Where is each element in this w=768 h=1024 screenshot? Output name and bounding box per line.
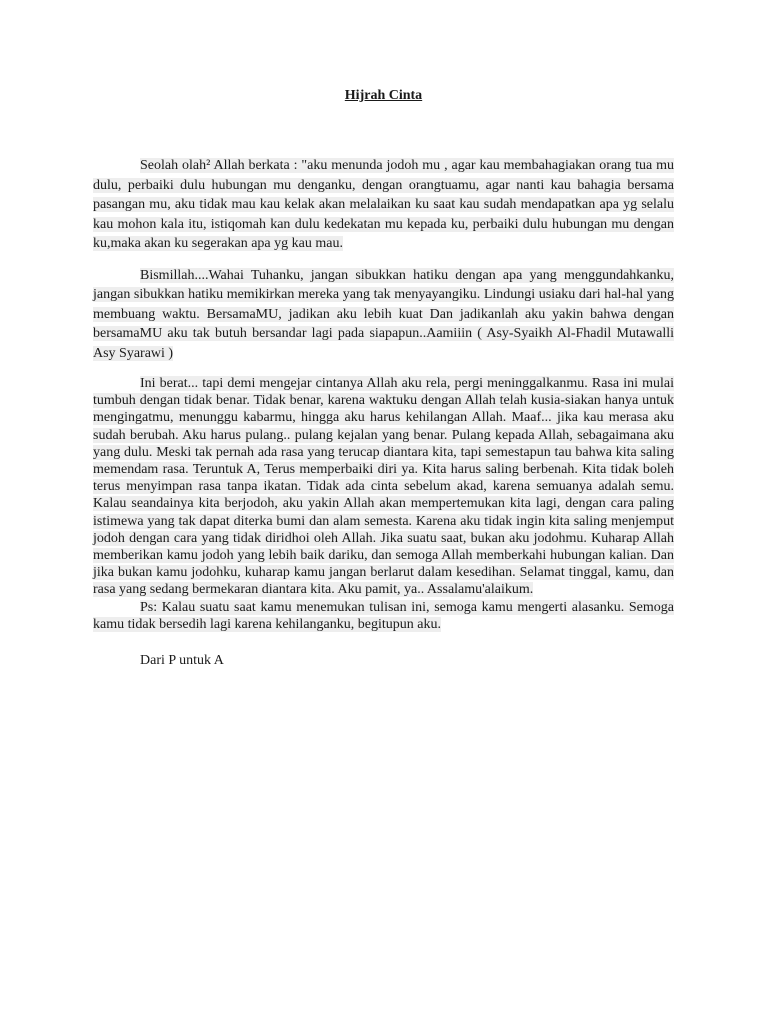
postscript: [93, 599, 674, 633]
paragraph-2-text: Bismillah....Wahai Tuhanku, jangan sibukkan hatiku dengan apa yang menggundahkanku, jangan sibukkan hatiku memikirkan mereka yang tak menyayangiku. Lindungi usiaku dari hal-hal yang membuang waktu. BersamaMU, jadikan aku lebih kuat Dan jadikanlah aku yakin bahwa dengan bersamaMU aku tak butuh bersandar lagi pada siapapun..Aamiiin ( Asy-Syaikh Al-Fhadil Mutawalli Asy Syarawi ): [93, 267, 674, 361]
document-title: Hijrah Cinta: [344, 88, 423, 103]
signature: Dari P untuk A: [140, 653, 224, 669]
document-page: [93, 86, 674, 669]
paragraph-1-text: Seolah olah² Allah berkata : "aku menunda jodoh mu , agar kau membahagiakan orang tua mu dulu, perbaiki dulu hubungan mu denganku, dengan orangtuamu, agar nanti kau bahagia bersama pasangan mu, aku tidak mau kau kelak akan melalaikan ku saat kau sudah mendapatkan apa yg selalu kau mohon kala itu, istiqomah kan dulu kedekatan mu kepada ku, perbaiki dulu hubungan mu dengan ku,maka akan ku segerakan apa yg kau mau.: [93, 158, 674, 251]
paragraph-3: [93, 375, 674, 599]
paragraph-3-text: Ini berat... tapi demi mengejar cintanya Allah aku rela, pergi meninggalkanmu. Rasa ini mulai tumbuh dengan tidak benar. Tidak benar, karena waktuku dengan Allah telah kusia-siakan hanya untuk mengingatmu, menunggu kabarmu, hingga aku harus kehilangan Allah. Maaf... jika kau merasa aku sudah berubah. Aku harus pulang.. pulang kejalan yang benar. Pulang kepada Allah, sebagaimana aku yang dulu. Meski tak pernah ada rasa yang terucap diantara kita, tapi semestapun tau bahwa kita saling memendam rasa. Teruntuk A, Terus memperbaiki diri ya. Kita harus saling berbenah. Kita tidak boleh terus menyimpan rasa tanpa ikatan. Tidak ada cinta sebelum akad, karena semuanya adalah semu. Kalau seandainya kita berjodoh, aku yakin Allah akan mempertemukan kita lagi, dengan cara paling istimewa yang tak dapat diterka bumi dan alam semesta. Karena aku tidak ingin kita saling menjemput jodoh dengan cara yang tidak diridhoi oleh Allah. Jika suatu saat, bukan aku jodohmu. Kuharap Allah memberikan kamu jodoh yang lebih baik dariku, dan semoga Allah memberkahi hubungan kalian. Dan jika bukan kamu jodohku, kuharap kamu jangan berlarut dalam kesedihan. Selamat tinggal, kamu, dan rasa yang sedang bermekaran diantara kita. Aku pamit, ya.. Assalamu'alaikum.: [93, 376, 674, 598]
postscript-text: Ps: Kalau suatu saat kamu menemukan tulisan ini, semoga kamu mengerti alasanku. Semoga kamu tidak bersedih lagi karena kehilanganku, begitupun aku.: [93, 599, 674, 632]
paragraph-2: [93, 266, 674, 364]
paragraph-1: [93, 156, 674, 254]
